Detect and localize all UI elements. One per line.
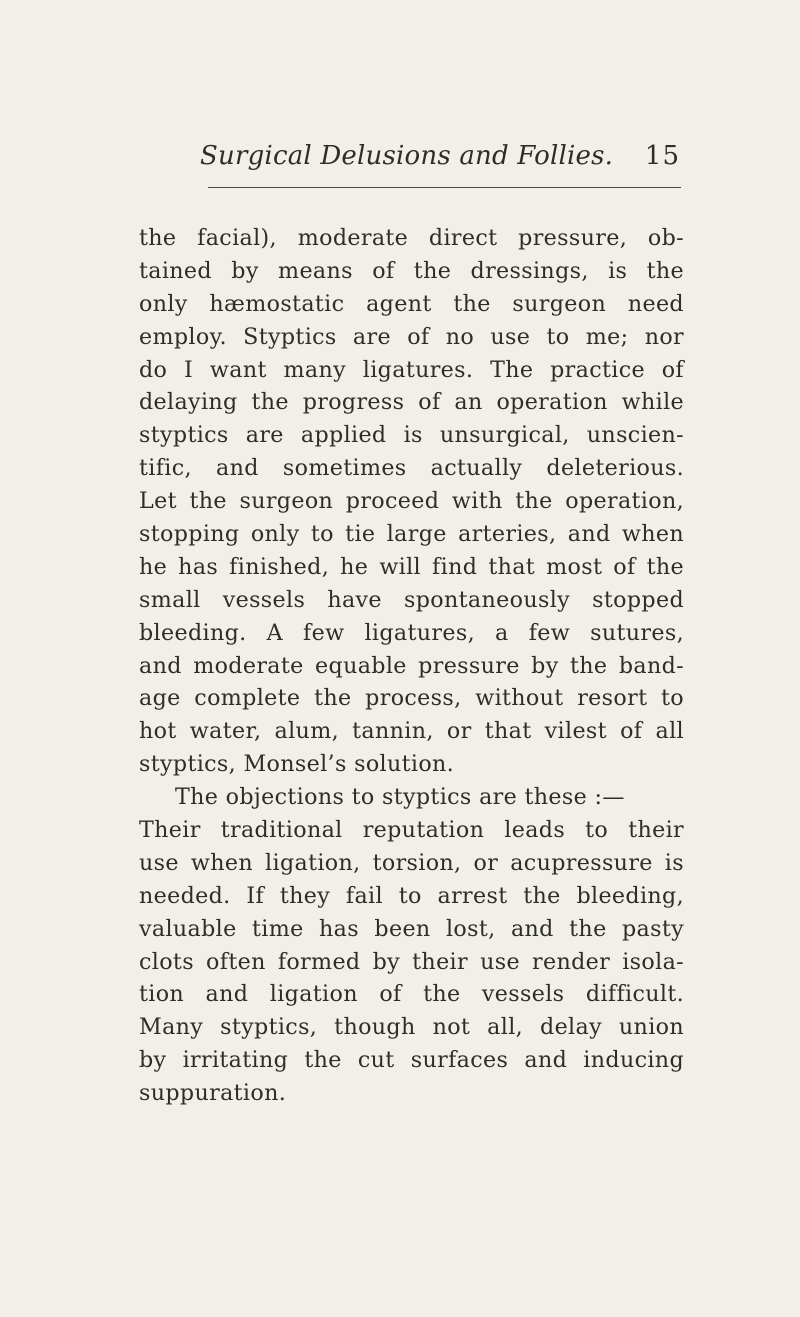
page-number: 15	[644, 141, 680, 171]
text-line: bleeding. A few ligatures, a few sutures,	[139, 619, 684, 646]
text-line: tained by means of the dressings, is the	[139, 257, 684, 284]
text-line: age complete the process, without resort to	[139, 685, 684, 712]
text-line: styptics, Monsel’s solution.	[139, 751, 455, 778]
text-line: only hæmostatic agent the surgeon need	[139, 290, 684, 317]
text-line: use when ligation, torsion, or acupressure is	[139, 849, 684, 876]
text-line: small vessels have spontaneously stopped	[139, 586, 684, 613]
text-line: Their traditional reputation leads to their	[139, 817, 684, 844]
text-line: employ. Styptics are of no use to me; nor	[139, 323, 684, 350]
text-line: he has finished, he will find that most of the	[139, 553, 684, 580]
text-line: Let the surgeon proceed with the operation,	[139, 488, 684, 515]
text-line: hot water, alum, tannin, or that vilest of all	[139, 718, 684, 745]
text-line: The objections to styptics are these :—	[175, 784, 625, 811]
text-line: do I want many ligatures. The practice of	[139, 356, 684, 383]
text-line: by irritating the cut surfaces and inducing	[139, 1047, 684, 1074]
header-rule	[208, 187, 681, 188]
running-title: Surgical Delusions and Follies.	[200, 141, 614, 171]
body-text	[139, 222, 684, 1110]
text-line: delaying the progress of an operation while	[139, 389, 684, 416]
text-line: clots often formed by their use render isola-	[139, 948, 684, 975]
text-line: valuable time has been lost, and the pasty	[139, 915, 684, 942]
text-line: suppuration.	[139, 1080, 287, 1107]
text-line: Many styptics, though not all, delay union	[139, 1014, 684, 1041]
text-line: and moderate equable pressure by the band-	[139, 652, 684, 679]
text-line: tific, and sometimes actually deleterious.	[139, 455, 684, 482]
running-head	[200, 138, 680, 174]
text-line: tion and ligation of the vessels difficult.	[139, 981, 684, 1008]
text-line: needed. If they fail to arrest the bleeding,	[139, 882, 684, 909]
text-line: stopping only to tie large arteries, and when	[139, 521, 684, 548]
text-line: the facial), moderate direct pressure, ob-	[139, 225, 684, 251]
text-line: styptics are applied is unsurgical, unscien-	[139, 422, 684, 449]
